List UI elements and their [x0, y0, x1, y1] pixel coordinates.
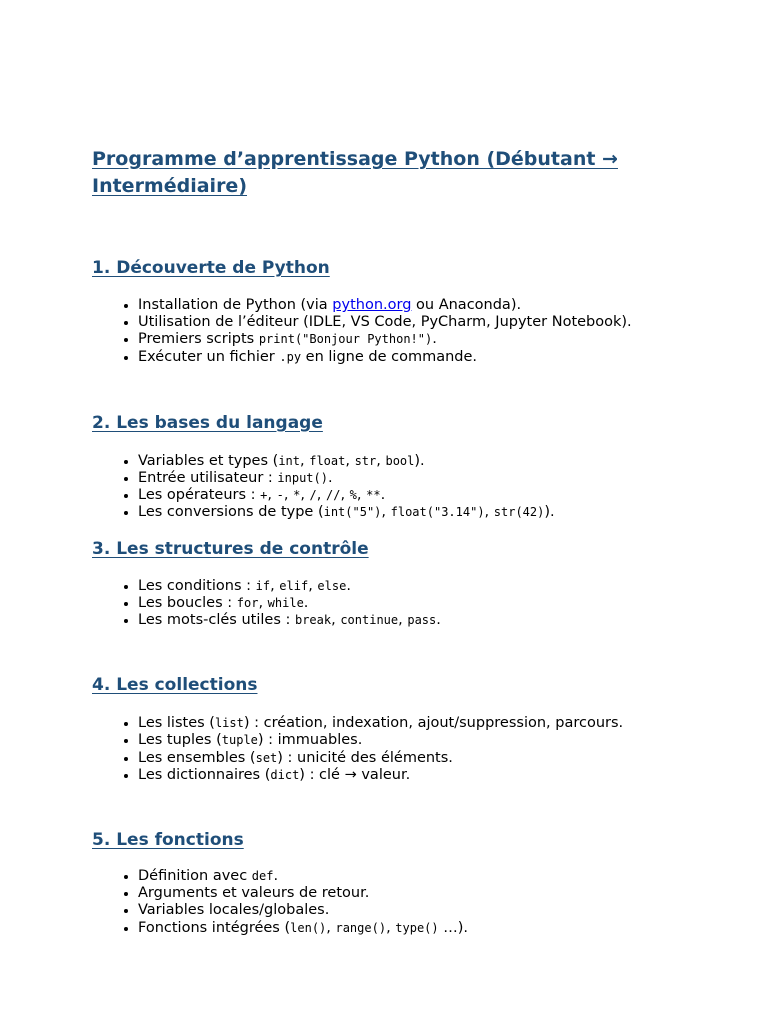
list-item: • Les ensembles (set) : unicité des éléments. [138, 750, 692, 767]
inline-code: // [325, 488, 341, 503]
inline-code: for [236, 595, 259, 610]
section-list-bases [92, 453, 692, 522]
inline-code: if [255, 578, 271, 593]
list-item: • Entrée utilisateur : input(). [138, 470, 692, 487]
inline-code: str [354, 453, 377, 468]
inline-code: list [214, 716, 244, 731]
list-item: • Arguments et valeurs de retour. [138, 885, 692, 902]
section-list-fonctions [92, 868, 692, 937]
inline-code: bool [385, 453, 415, 468]
section-heading-bases: 2. Les bases du langage [92, 412, 323, 433]
list-item: • Premiers scripts print("Bonjour Python!"). [138, 331, 692, 348]
inline-code: break [294, 613, 332, 628]
inline-code: else [317, 578, 347, 593]
list-item: • Les mots-clés utiles : break, continue, pass. [138, 612, 692, 629]
inline-code: range() [335, 920, 387, 935]
section-heading-controle: 3. Les structures de contrôle [92, 538, 369, 559]
section-list-collections [92, 715, 692, 784]
inline-code: ** [366, 488, 381, 503]
section-heading-collections: 4. Les collections [92, 675, 258, 696]
list-item: • Variables locales/globales. [138, 902, 692, 919]
list-item: • Les conversions de type (int("5"), float("3.14"), str(42)). [138, 504, 692, 521]
inline-code: tuple [221, 733, 258, 748]
list-item: • Fonctions intégrées (len(), range(), type() …). [138, 920, 692, 937]
inline-code: set [255, 750, 278, 765]
inline-code: .py [279, 349, 302, 364]
inline-code: * [293, 488, 301, 503]
inline-code: pass [407, 613, 437, 628]
inline-code: - [276, 488, 284, 503]
list-item: • Utilisation de l’éditeur (IDLE, VS Code, PyCharm, Jupyter Notebook). [138, 314, 692, 331]
document-title: Programme d’apprentissage Python (Débutant → Intermédiaire) [92, 148, 618, 197]
section-heading-fonctions: 5. Les fonctions [92, 830, 244, 851]
section-list-decouverte [92, 297, 692, 366]
list-item: • Variables et types (int, float, str, bool). [138, 453, 692, 470]
inline-code: print("Bonjour Python!") [258, 332, 433, 347]
section-list-controle [92, 578, 692, 630]
list-item: • Installation de Python (via python.org ou Anaconda). [138, 297, 692, 314]
inline-code: type() [395, 920, 439, 935]
inline-code: input() [277, 471, 328, 486]
inline-code: / [309, 488, 317, 503]
inline-code: len() [290, 920, 327, 935]
list-item: • Les listes (list) : création, indexation, ajout/suppression, parcours. [138, 715, 692, 732]
inline-code: int("5") [323, 505, 382, 520]
inline-code: % [349, 488, 357, 503]
inline-code: float [309, 453, 346, 468]
list-item: • Les tuples (tuple) : immuables. [138, 732, 692, 749]
inline-code: elif [279, 578, 309, 593]
list-item: • Les boucles : for, while. [138, 595, 692, 612]
document-page [92, 146, 692, 937]
inline-code: def [251, 869, 274, 884]
inline-code: continue [340, 613, 399, 628]
inline-code: float("3.14") [390, 505, 485, 520]
inline-code: while [267, 595, 304, 610]
inline-code: dict [270, 767, 300, 782]
python-org-link[interactable]: python.org [332, 297, 412, 313]
list-item: • Exécuter un fichier .py en ligne de commande. [138, 349, 692, 366]
list-item: • Les dictionnaires (dict) : clé → valeur. [138, 767, 692, 784]
inline-code: + [260, 488, 268, 503]
inline-code: str(42) [493, 505, 545, 520]
inline-code: int [278, 453, 300, 468]
list-item: • Les conditions : if, elif, else. [138, 578, 692, 595]
list-item: • Définition avec def. [138, 868, 692, 885]
list-item: • Les opérateurs : +, -, *, /, //, %, **. [138, 487, 692, 504]
section-heading-decouverte: 1. Découverte de Python [92, 258, 330, 278]
